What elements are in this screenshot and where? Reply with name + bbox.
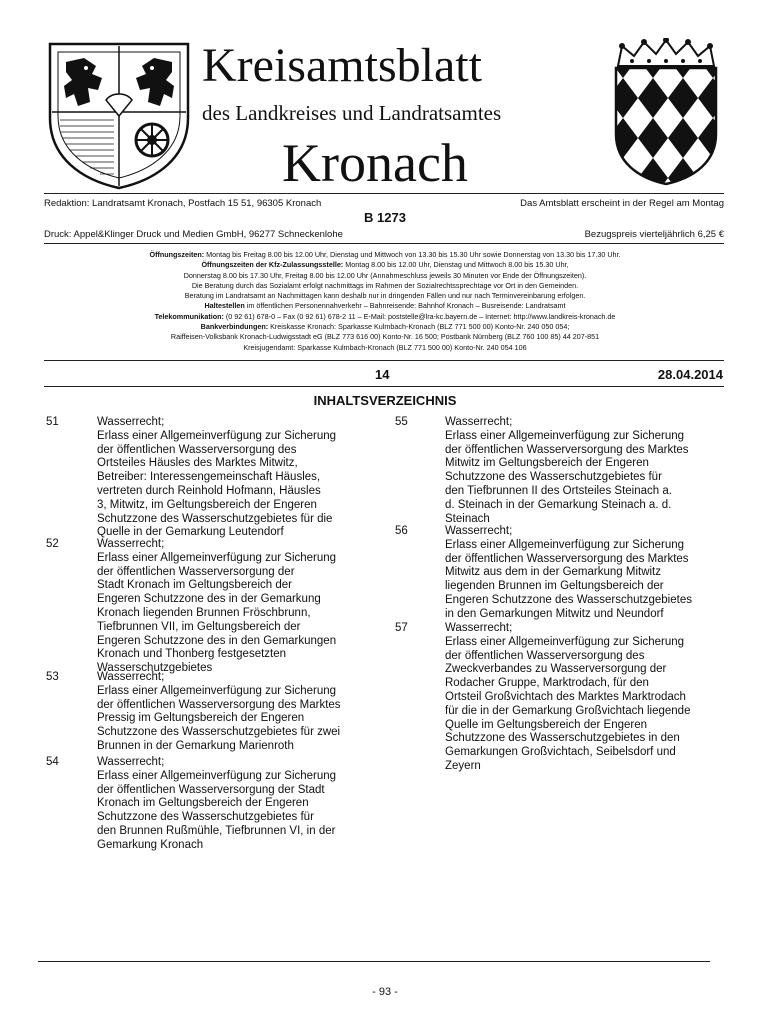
- toc-line: Schutzzone des Wasserschutzgebietes in den: [445, 732, 680, 745]
- toc-line: der öffentlichen Wasserversorgung des: [445, 649, 645, 662]
- masthead-title: Kreisamtsblatt: [202, 39, 482, 92]
- kfz-hours-continued: Donnerstag 8.00 bis 17.30 Uhr, Freitag 8.00 bis 12.00 Uhr (Annahmeschluss jeweils 30 Minuten vor Ende der Öffnungszeiten).: [183, 270, 587, 280]
- toc-line: Wasserrecht;: [445, 416, 513, 428]
- toc-line: Schutzzone des Wasserschutzgebietes für zwei: [97, 726, 341, 739]
- page-number: - 93 -: [372, 986, 398, 998]
- toc-entry-text: [445, 416, 689, 526]
- district-coat-of-arms-icon: [44, 40, 194, 190]
- toc-entry-text: [97, 416, 336, 540]
- toc-line: Wasserrecht;: [97, 416, 165, 428]
- toc-line: Kronach und Thonberg festgesetzten: [97, 648, 287, 661]
- toc-line: Steinach: [445, 512, 490, 525]
- toc-line: Erlass einer Allgemeinverfügung zur Sicherung: [445, 538, 685, 551]
- toc-line: Mitwitz im Geltungsbereich der Engeren: [445, 457, 649, 470]
- toc-line: Kronach liegenden Brunnen Fröschbrunn,: [97, 606, 311, 619]
- toc-line: Erlass einer Allgemeinverfügung zur Sicherung: [445, 429, 685, 442]
- druck-text: Druck: Appel&Klinger Druck und Medien GmbH, 96277 Schneckenlohe: [44, 229, 343, 240]
- raiffeisen-text: Raiffeisen-Volksbank Kronach-Ludwigsstadt eG (BLZ 773 616 00) Konto-Nr. 16 500; Postbank Nürnberg (BLZ 760 100 85) 44 207-851: [170, 332, 600, 342]
- toc-line: 3, Mitwitz, im Geltungsbereich der Engeren: [97, 498, 317, 511]
- b-number: B 1273: [364, 210, 406, 225]
- toc-entry-number: 53: [46, 671, 59, 683]
- toc-line: Erlass einer Allgemeinverfügung zur Sicherung: [97, 684, 337, 697]
- toc-line: liegenden Brunnen im Geltungsbereich der: [445, 580, 664, 593]
- opening-hours-label: Öffnungszeiten:: [149, 250, 205, 259]
- toc-entry-number: 51: [46, 416, 59, 428]
- toc-line: Wasserrecht;: [445, 525, 513, 537]
- haltestellen-label: Haltestellen: [204, 301, 245, 311]
- header-rule-top: [44, 193, 724, 194]
- toc-line: in den Gemarkungen Mitwitz und Neundorf: [445, 607, 664, 620]
- toc-line: Wasserrecht;: [97, 671, 165, 683]
- toc-line: Engeren Schutzzone des Wasserschutzgebietes: [445, 593, 692, 606]
- office-info-block: [44, 250, 726, 353]
- toc-line: den Tiefbrunnen II des Ortsteiles Steinach a.: [445, 484, 672, 497]
- issue-number: 14: [375, 367, 390, 382]
- toc-line: d. Steinach in der Gemarkung Steinach a. d.: [445, 498, 672, 511]
- toc-entry-number: 56: [395, 525, 408, 537]
- toc-title: INHALTSVERZEICHNIS: [313, 393, 457, 408]
- telekommunikation-text: (0 92 61) 678-0 – Fax (0 92 61) 678-2 11 – E-Mail: poststelle@lra-kc.bayern.de – Internet: http://www.landkreis-kronach.de: [223, 311, 616, 321]
- toc-line: Schutzzone des Wasserschutzgebietes für: [97, 811, 314, 824]
- toc-line: Pressig im Geltungsbereich der Engeren: [97, 712, 305, 725]
- toc-line: der öffentlichen Wasserversorgung des Marktes: [445, 443, 689, 456]
- toc-line: Wasserrecht;: [97, 756, 165, 768]
- toc-line: Tiefbrunnen VII, im Geltungsbereich der: [97, 620, 301, 633]
- toc-line: der öffentlichen Wasserversorgung der: [97, 565, 295, 578]
- toc-line: Ortsteiles Häusles des Marktes Mitwitz,: [97, 457, 298, 470]
- toc-line: Zeyern: [445, 759, 481, 772]
- issue-date: 28.04.2014: [657, 367, 723, 382]
- toc-line: für die in der Gemarkung Großvichtach liegende: [445, 704, 691, 717]
- bezugspreis-text: Bezugspreis vierteljährlich 6,25 €: [584, 229, 724, 240]
- toc-line: Wasserrecht;: [97, 538, 165, 550]
- kfz-hours-label: Öffnungszeiten der Kfz-Zulassungsstelle:: [201, 260, 344, 270]
- bavarian-lozenge-crest-icon: [608, 38, 724, 186]
- toc-entry-text: [97, 538, 336, 676]
- redaktion-text: Redaktion: Landratsamt Kronach, Postfach 15 51, 96305 Kronach: [44, 198, 322, 209]
- issue-rule-top: [44, 360, 724, 361]
- toc-entry-number: 52: [46, 538, 59, 550]
- toc-line: Engeren Schutzzone des in den Gemarkungen: [97, 634, 337, 647]
- kreisjugendamt-text: Kreisjugendamt: Sparkasse Kulmbach-Kronach (BLZ 771 500 00) Konto-Nr. 240 054 106: [243, 342, 527, 352]
- footer-rule: [38, 961, 710, 962]
- toc-line: Wasserrecht;: [445, 622, 513, 634]
- erscheinungs-text: Das Amtsblatt erscheint in der Regel am Montag: [520, 198, 724, 209]
- toc-line: Zweckverbandes zu Wasserversorgung der: [445, 663, 667, 676]
- toc-line: Schutzzone des Wasserschutzgebietes für: [445, 471, 662, 484]
- bankverbindungen-text: Kreiskasse Kronach: Sparkasse Kulmbach-Kronach (BLZ 771 500 00) Konto-Nr. 240 050 054;: [268, 322, 570, 332]
- masthead-place-name: Kronach: [282, 133, 468, 193]
- toc-entry-number: 57: [395, 622, 408, 634]
- toc-line: Kronach im Geltungsbereich der Engeren: [97, 797, 309, 810]
- toc-line: Engeren Schutzzone des in der Gemarkung: [97, 593, 321, 606]
- toc-line: vertreten durch Reinhold Hofmann, Häusles: [97, 484, 321, 497]
- toc-line: Erlass einer Allgemeinverfügung zur Sicherung: [97, 769, 337, 782]
- toc-line: der öffentlichen Wasserversorgung des: [97, 443, 297, 456]
- toc-line: Ortsteil Großvichtach des Marktes Marktrodach: [445, 690, 686, 703]
- toc-line: Wasserschutzgebietes: [97, 662, 213, 675]
- masthead-subtitle: des Landkreises und Landratsamtes: [202, 101, 502, 125]
- toc-line: Schutzzone des Wasserschutzgebietes für die: [97, 512, 333, 525]
- toc-line: Quelle in der Gemarkung Leutendorf: [97, 526, 284, 539]
- toc-line: der öffentlichen Wasserversorgung des Marktes: [445, 552, 689, 565]
- toc-line: der öffentlichen Wasserversorgung des Marktes: [97, 698, 341, 711]
- opening-hours-text: Montag bis Freitag 8.00 bis 12.00 Uhr, Dienstag und Mittwoch von 13.30 bis 15.30 Uhr sowie Donnerstag von 13.30 bis 17.30 Uhr.: [204, 250, 621, 259]
- bankverbindungen-label: Bankverbindungen:: [200, 322, 269, 332]
- haltestellen-text: im öffentlichen Personennahverkehr – Bahnreisende: Bahnhof Kronach – Busreisende: Landratsamt: [244, 301, 566, 311]
- toc-entry-text: [97, 756, 336, 853]
- toc-entry-text: [97, 671, 341, 754]
- header-rule-middle: [44, 243, 724, 244]
- toc-line: Gemarkungen Großvichtach, Seibelsdorf und: [445, 746, 676, 759]
- toc-line: Gemarkung Kronach: [97, 838, 204, 851]
- toc-line: Quelle im Geltungsbereich der Engeren: [445, 718, 648, 731]
- toc-line: Rodacher Gruppe, Marktrodach, für den: [445, 677, 649, 690]
- toc-line: Mitwitz aus dem in der Gemarkung Mitwitz: [445, 566, 662, 579]
- toc-line: Betreiber: Interessengemeinschaft Häusles,: [97, 471, 321, 484]
- toc-line: Erlass einer Allgemeinverfügung zur Sicherung: [97, 429, 337, 442]
- toc-line: der öffentlichen Wasserversorgung der Stadt: [97, 783, 325, 796]
- toc-line: Erlass einer Allgemeinverfügung zur Sicherung: [445, 635, 685, 648]
- toc-line: Erlass einer Allgemeinverfügung zur Sicherung: [97, 551, 337, 564]
- toc-entry-number: 55: [395, 416, 408, 428]
- toc-line: Stadt Kronach im Geltungsbereich der: [97, 579, 292, 592]
- toc-line: den Brunnen Rußmühle, Tiefbrunnen VI, in der: [97, 824, 336, 837]
- telekommunikation-label: Telekommunikation:: [154, 311, 224, 321]
- toc-entry-text: [445, 525, 692, 622]
- kfz-hours-text: Montag 8.00 bis 12.00 Uhr, Dienstag und Mittwoch 8.00 bis 15.30 Uhr,: [343, 260, 569, 270]
- toc-entry-text: [445, 622, 690, 774]
- issue-rule-bottom: [44, 386, 724, 387]
- beratung-text: Beratung im Landratsamt an Nachmittagen kann deshalb nur in dringenden Fällen und nur nach Terminvereinbarung erfolgen.: [184, 291, 586, 301]
- sozialamt-text: Die Beratung durch das Sozialamt erfolgt nachmittags im Rahmen der Sozialrechtssprechtage vor Ort in den Gemeinden.: [191, 280, 579, 290]
- toc-line: Brunnen in der Gemarkung Marienroth: [97, 739, 294, 752]
- toc-entry-number: 54: [46, 756, 59, 768]
